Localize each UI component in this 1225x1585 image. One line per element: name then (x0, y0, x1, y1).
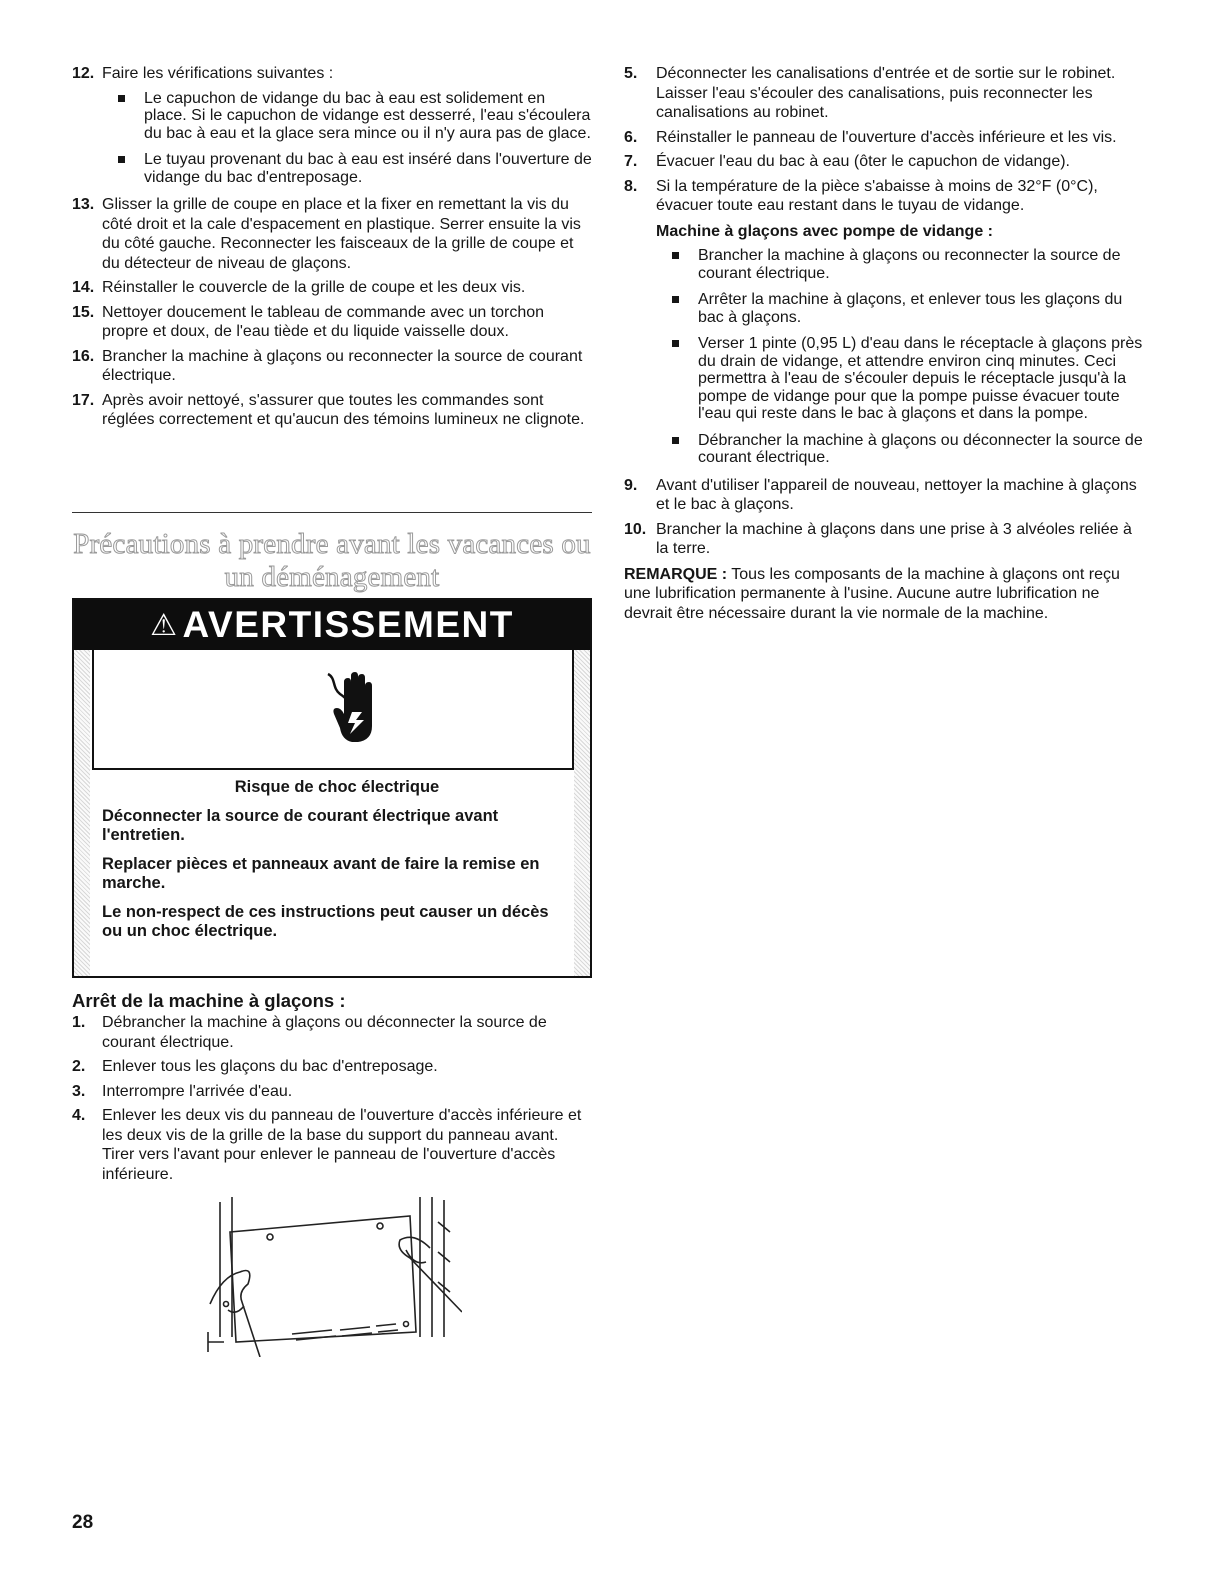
step-text: Évacuer l'eau du bac à eau (ôter le capuchon de vidange). (656, 153, 1070, 170)
warning-body (92, 770, 572, 976)
warning-line: Replacer pièces et panneaux avant de faire la remise en marche. (102, 854, 540, 892)
step-6 (624, 128, 1144, 148)
warning-hatch-left (74, 650, 90, 976)
step-text: Brancher la machine à glaçons dans une prise à 3 alvéoles reliée à la terre. (656, 520, 1132, 557)
step-text: Si la température de la pièce s'abaisse à moins de 32°F (0°C), évacuer toute eau restant dans le tuyau de vidange. (656, 177, 1098, 214)
step-17 (72, 391, 592, 430)
shutdown-steps (72, 1013, 592, 1189)
pump-bullets (656, 247, 1144, 467)
access-panel-removal-illustration (200, 1192, 462, 1357)
step-15 (72, 303, 592, 342)
step-text: Réinstaller le couvercle de la grille de coupe et les deux vis. (102, 279, 526, 296)
step-number: 2. (72, 1058, 86, 1075)
bullet-item: Arrêter la machine à glaçons, et enlever tous les glaçons du bac à glaçons. (656, 291, 1144, 326)
step-text: Faire les vérifications suivantes : (102, 65, 334, 82)
right-column (624, 64, 1144, 623)
step-text: Enlever les deux vis du panneau de l'ouverture d'accès inférieure et les deux vis de la grille de la base du support du panneau avant. Tirer vers l'avant pour enlever le panneau de l'ouverture d'accès inférieure. (102, 1107, 582, 1183)
remarque-label: REMARQUE : (624, 565, 728, 583)
step-number: 17. (72, 391, 95, 409)
step-number: 5. (624, 65, 638, 82)
step-number: 3. (72, 1082, 86, 1100)
step-text: Glisser la grille de coupe en place et la fixer en remettant la vis du côté droit et la cale d'espacement en plastique. Serrer ensuite la vis du côté gauche. Reconnecter les faisceaux de la grille de coupe et du détecteur de niveau de glaçons. (102, 196, 581, 272)
warning-line: Le non-respect de ces instructions peut causer un décès ou un choc électrique. (102, 902, 549, 940)
step-number: 10. (624, 520, 647, 538)
warning-risk: Risque de choc électrique (234, 778, 440, 796)
step-number: 1. (72, 1014, 86, 1031)
warning-box (72, 598, 592, 978)
bullet-item: Le tuyau provenant du bac à eau est inséré dans l'ouverture de vidange du bac d'entreposage. (102, 151, 592, 186)
step-9 (624, 476, 1144, 515)
warning-icon-panel (92, 650, 574, 770)
step-text: Brancher la machine à glaçons ou reconnecter la source de courant électrique. (102, 347, 583, 384)
electric-shock-hand-icon (322, 668, 382, 748)
bullet-item: Le capuchon de vidange du bac à eau est solidement en place. Si le capuchon de vidange est desserré, l'eau s'écoulera du bac à eau et la glace sera mince ou il n'y aura pas de glace. (102, 90, 592, 143)
section-title: Précautions à prendre avant les vacances ou un déménagement (73, 528, 591, 593)
warning-hatch-right (574, 650, 590, 976)
step-10 (624, 520, 1144, 559)
step-number: 16. (72, 347, 95, 365)
section-divider (72, 512, 592, 513)
warning-header (74, 600, 590, 650)
left-column (72, 64, 592, 435)
shutdown-step-3 (72, 1082, 592, 1102)
step-16 (72, 347, 592, 386)
shutdown-step-1 (72, 1013, 592, 1052)
remarque-note (624, 565, 1144, 624)
step-14 (72, 278, 592, 298)
bullet-item: Brancher la machine à glaçons ou reconnecter la source de courant électrique. (656, 247, 1144, 282)
step-number: 14. (72, 279, 95, 296)
remarque-text: Tous les composants de la machine à glaçons ont reçu une lubrification permanente à l'usine. Aucune autre lubrification ne devrait être nécessaire durant la vie normale de la machine. (624, 565, 1120, 622)
page-number: 28 (72, 1512, 94, 1533)
step-8 (624, 177, 1144, 467)
step-number: 7. (624, 153, 638, 170)
shutdown-step-4 (72, 1106, 592, 1184)
warning-triangle-icon: ⚠ (150, 609, 179, 642)
bullet-item: Verser 1 pinte (0,95 L) d'eau dans le réceptacle à glaçons près du drain de vidange, et attendre environ cinq minutes. Ceci permettra à l'eau de s'écouler depuis le réceptacle jusqu'à la pompe de vidange pour que la pompe puisse évacuer toute l'eau qui reste dans le bac à glaçons et dans la pompe. (656, 335, 1144, 423)
warning-title: AVERTISSEMENT (182, 604, 514, 645)
step-text: Interrompre l'arrivée d'eau. (102, 1082, 293, 1100)
pump-subheading: Machine à glaçons avec pompe de vidange : (656, 222, 993, 240)
step-text: Débrancher la machine à glaçons ou déconnecter la source de courant électrique. (102, 1014, 547, 1051)
step-number: 15. (72, 303, 95, 321)
step-number: 6. (624, 128, 638, 146)
step-number: 4. (72, 1107, 86, 1124)
step-5 (624, 64, 1144, 123)
step-number: 12. (72, 65, 95, 82)
step-number: 13. (72, 196, 95, 213)
step-12-bullets (102, 90, 592, 187)
step-text: Nettoyer doucement le tableau de commande avec un torchon propre et doux, de l'eau tiède et du liquide vaisselle doux. (102, 303, 545, 340)
step-text: Réinstaller le panneau de l'ouverture d'accès inférieure et les vis. (656, 128, 1117, 146)
step-13 (72, 195, 592, 273)
step-12 (72, 64, 592, 186)
shutdown-title: Arrêt de la machine à glaçons : (72, 990, 346, 1011)
step-text: Après avoir nettoyé, s'assurer que toutes les commandes sont réglées correctement et qu'aucun des témoins lumineux ne clignote. (102, 391, 585, 428)
step-number: 8. (624, 177, 638, 195)
step-text: Avant d'utiliser l'appareil de nouveau, nettoyer la machine à glaçons et le bac à glaçons. (656, 476, 1137, 513)
shutdown-step-2 (72, 1057, 592, 1077)
warning-line: Déconnecter la source de courant électrique avant l'entretien. (102, 806, 499, 844)
step-number: 9. (624, 476, 638, 494)
step-text: Enlever tous les glaçons du bac d'entreposage. (102, 1058, 438, 1075)
bullet-item: Débrancher la machine à glaçons ou déconnecter la source de courant électrique. (656, 432, 1144, 467)
step-text: Déconnecter les canalisations d'entrée et de sortie sur le robinet. Laisser l'eau s'écouler des canalisations, puis reconnecter les canalisations au robinet. (656, 65, 1116, 121)
step-7 (624, 152, 1144, 172)
